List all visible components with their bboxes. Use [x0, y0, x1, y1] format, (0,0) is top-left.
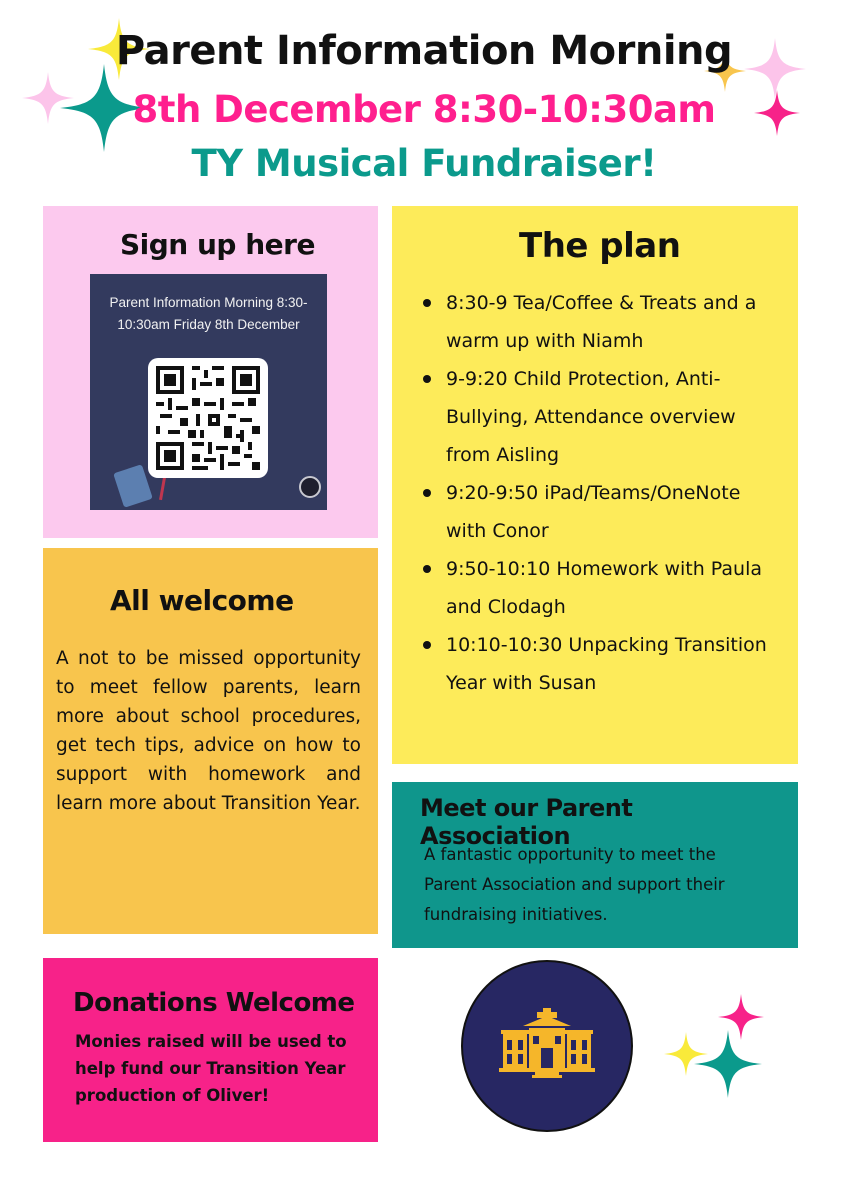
welcome-text: A not to be missed opportunity to meet fellow parents, learn more about school procedures, get tech tips, advice on how to support with homework and learn more about Transition Year. — [56, 648, 361, 814]
event-date-time: 8th December 8:30-10:30am — [132, 88, 716, 131]
cup-icon — [298, 474, 326, 500]
page-title: Parent Information Morning — [115, 28, 733, 74]
qr-caption: Parent Information Morning 8:30-10:30am Friday 8th December — [109, 295, 308, 332]
plan-item: 9:20-9:50 iPad/Teams/OneNote with Conor — [420, 474, 785, 550]
school-building-icon — [499, 1008, 595, 1080]
plan-item: 9-9:20 Child Protection, Anti-Bullying, Attendance overview from Aisling — [420, 360, 785, 474]
plan-item: 8:30-9 Tea/Coffee & Treats and a warm up with Niamh — [420, 284, 785, 360]
plan-item: 10:10-10:30 Unpacking Transition Year with Susan — [420, 626, 785, 702]
plan-heading: The plan — [519, 226, 681, 266]
qr-code-icon — [156, 366, 260, 470]
school-logo — [461, 960, 633, 1132]
qr-code-card[interactable] — [90, 274, 327, 510]
plan-list — [420, 284, 785, 702]
star-icon — [694, 1030, 762, 1098]
event-subtitle: TY Musical Fundraiser! — [191, 142, 657, 185]
association-text: A fantastic opportunity to meet the Parent Association and support their fundraising initiatives. — [424, 845, 725, 924]
donations-text: Monies raised will be used to help fund our Transition Year production of Oliver! — [75, 1032, 347, 1105]
plan-item: 9:50-10:10 Homework with Paula and Clodagh — [420, 550, 785, 626]
donations-heading: Donations Welcome — [73, 988, 355, 1018]
association-heading: Meet our Parent Association — [420, 794, 633, 850]
qr-code[interactable] — [148, 358, 268, 478]
welcome-heading: All welcome — [110, 584, 294, 617]
signup-heading: Sign up here — [120, 228, 315, 261]
